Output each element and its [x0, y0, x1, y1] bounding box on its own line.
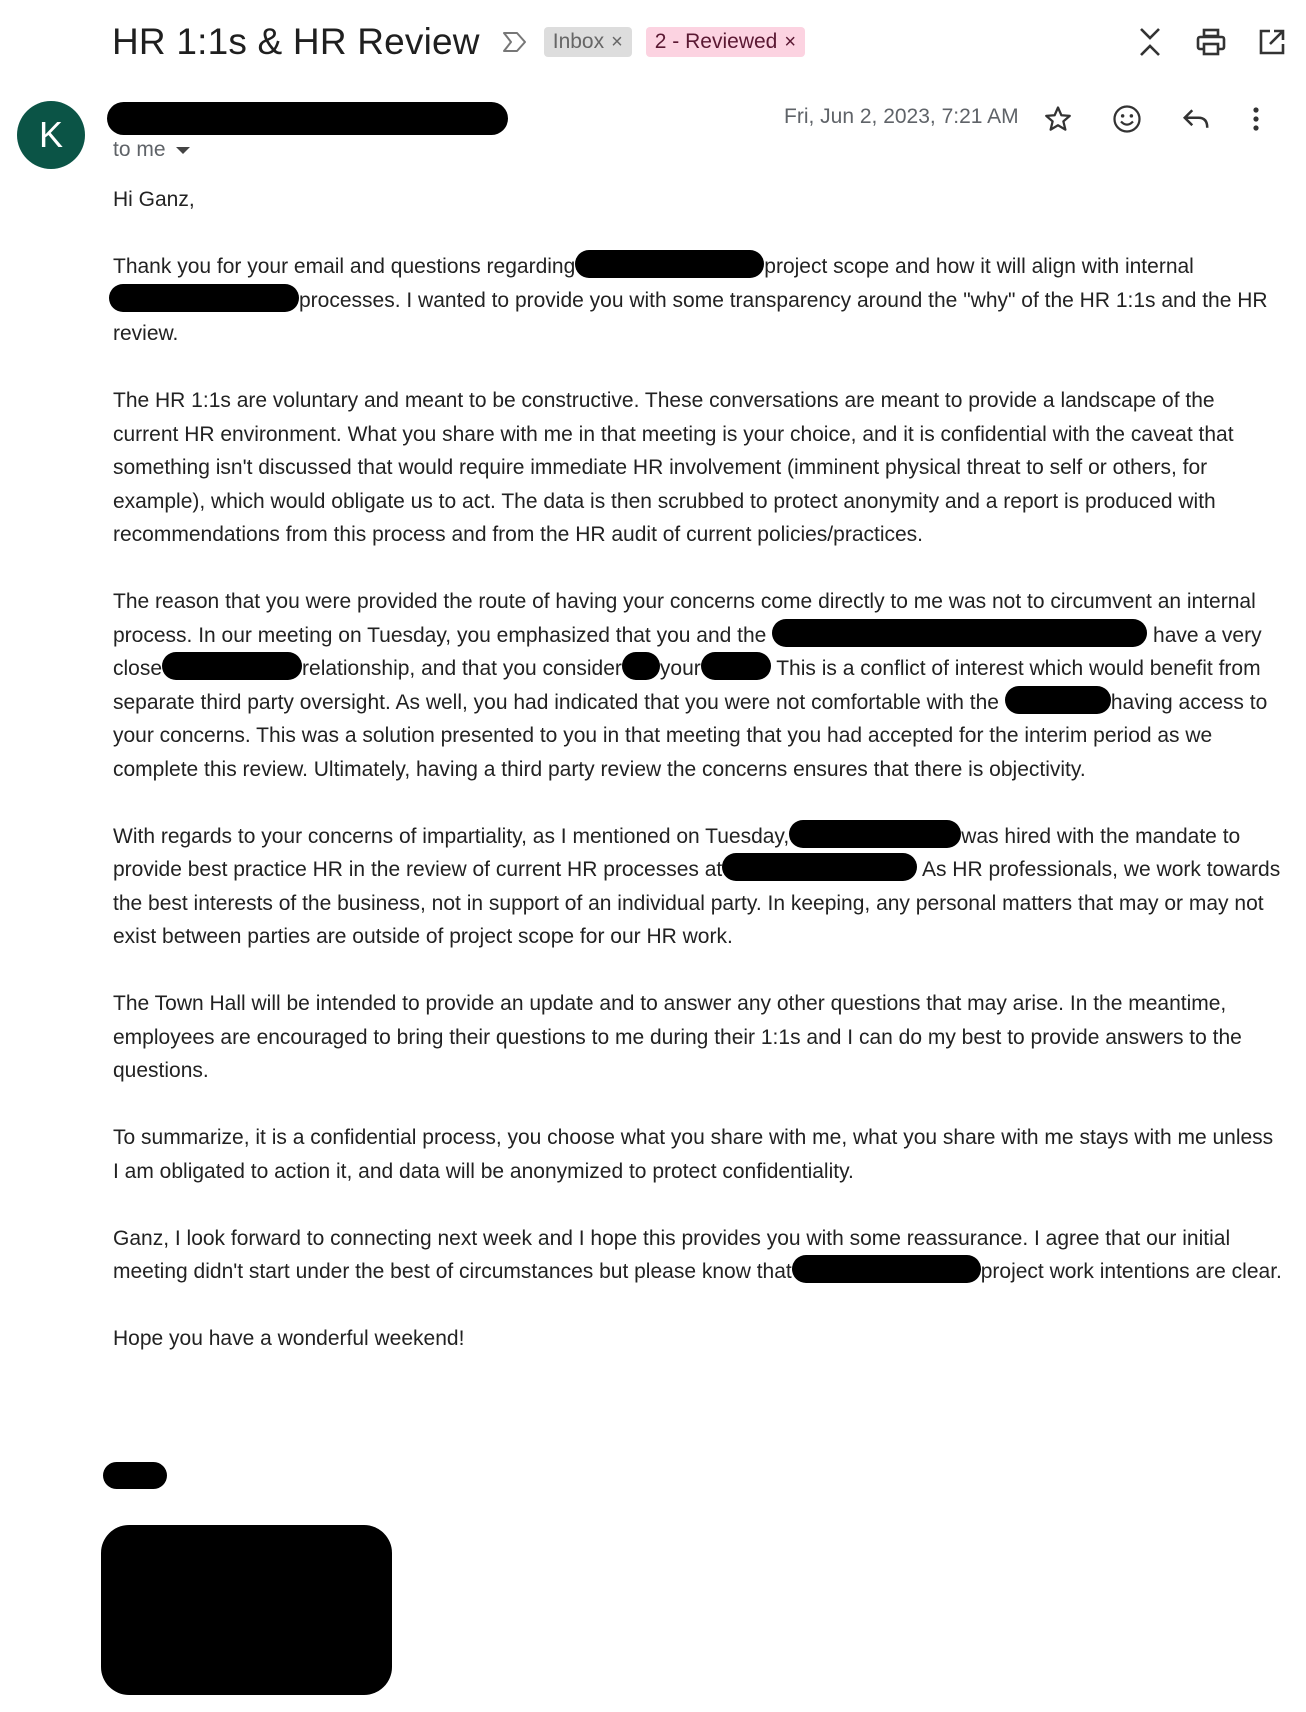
text-run: processes. I wanted to provide you with some transparency around the "why" of the HR 1:1s and the HR review. — [113, 288, 1268, 345]
label-chip-text: 2 - Reviewed — [654, 30, 778, 53]
text-run: With regards to your concerns of impartiality, as I mentioned on Tuesday, — [113, 824, 790, 848]
text-run: As HR professionals, we work towards the best interests of the business, not in support of an individual party. In keeping, any personal matters that may or may not exist between parties are outside of project scope for our HR work. — [113, 858, 1281, 948]
text-run: relationship, and that you consider — [302, 657, 622, 680]
text-run: your — [659, 657, 701, 680]
redaction — [722, 853, 917, 881]
signature-image-redacted — [101, 1525, 392, 1695]
more-vertical-icon[interactable] — [1237, 100, 1275, 138]
sender-name-redacted — [107, 102, 508, 135]
paragraph-7 — [113, 1222, 1283, 1289]
email-body — [113, 183, 1283, 1389]
print-icon[interactable] — [1193, 24, 1229, 60]
text-run: project scope and how it will align with internal — [764, 255, 1194, 278]
text-run: have a very close — [113, 623, 1262, 680]
paragraph-2: The HR 1:1s are voluntary and meant to be constructive. These conversations are meant to provide a landscape of the current HR environment. What you share with me in that meeting is your choice, and it is confidential with the caveat that something isn't discussed that would require immediate HR involvement (imminent physical threat to self or others, for example), which would obligate us to act. The data is then scrubbed to protect anonymity and a report is produced with recommendations from this process and from the HR audit of current policies/practices. — [113, 389, 1234, 546]
text-run: This is a conflict of interest which would benefit from separate third party oversight. As well, you had indicated that you were not comfortable with the — [113, 657, 1261, 714]
recipient-details-toggle[interactable] — [113, 138, 190, 162]
signature-name-redacted — [103, 1462, 167, 1489]
redaction — [792, 1255, 981, 1283]
paragraph-6: To summarize, it is a confidential process, you choose what you share with me, what you share with me stays with me unless I am obligated to action it, and data will be anonymized to protect confidentiality. — [113, 1126, 1274, 1183]
email-date: Fri, Jun 2, 2023, 7:21 AM — [784, 105, 1019, 128]
redaction — [772, 619, 1147, 647]
redaction — [109, 284, 299, 312]
recipient-label: to me — [113, 138, 166, 161]
redaction — [162, 652, 302, 680]
emoji-reaction-icon[interactable] — [1108, 100, 1146, 138]
text-run: The reason that you were provided the route of having your concerns come directly to me was not to circumvent an internal process. In our meeting on Tuesday, you emphasized that you and the — [113, 590, 1256, 647]
chevron-down-icon — [176, 147, 190, 154]
paragraph-4 — [113, 820, 1283, 954]
paragraph-1 — [113, 250, 1283, 351]
redaction — [622, 652, 660, 680]
text-run: project work intentions are clear. — [980, 1260, 1282, 1283]
text-run: having access to your concerns. This was a solution presented to you in that meeting that you had accepted for the interim period as we complete this review. Ultimately, having a third party review the concerns ensures that there is objectivity. — [113, 690, 1268, 781]
redaction — [1005, 686, 1111, 714]
remove-label-button[interactable]: × — [784, 30, 797, 53]
text-run: Ganz, I look forward to connecting next week and I hope this provides you with some reassurance. I agree that our initial meeting didn't start under the best of circumstances but please know that — [113, 1226, 1231, 1283]
remove-label-button[interactable]: × — [611, 30, 623, 53]
label-chip-text: Inbox — [552, 30, 605, 53]
text-run: was hired with the mandate to provide best practice HR in the review of current HR processes at — [113, 824, 1241, 881]
reply-icon[interactable] — [1177, 100, 1215, 138]
avatar-letter: K — [38, 114, 63, 155]
greeting: Hi Ganz, — [113, 188, 195, 211]
paragraph-3 — [113, 585, 1283, 786]
thread-actions — [0, 20, 1306, 64]
redaction — [701, 652, 771, 680]
redaction — [789, 820, 961, 848]
sender-avatar[interactable] — [17, 101, 85, 169]
closing: Hope you have a wonderful weekend! — [113, 1327, 465, 1350]
open-in-new-window-icon[interactable] — [1254, 24, 1290, 60]
star-icon[interactable] — [1039, 100, 1077, 138]
redaction — [575, 250, 764, 278]
text-run: Thank you for your email and questions regarding — [113, 255, 576, 278]
email-subject: HR 1:1s & HR Review — [112, 21, 480, 62]
collapse-all-icon[interactable] — [1132, 24, 1168, 60]
paragraph-5: The Town Hall will be intended to provide an update and to answer any other questions that may arise. In the meantime, employees are encouraged to bring their questions to me during their 1:1s and I can do my best to provide answers to the questions. — [113, 992, 1242, 1082]
